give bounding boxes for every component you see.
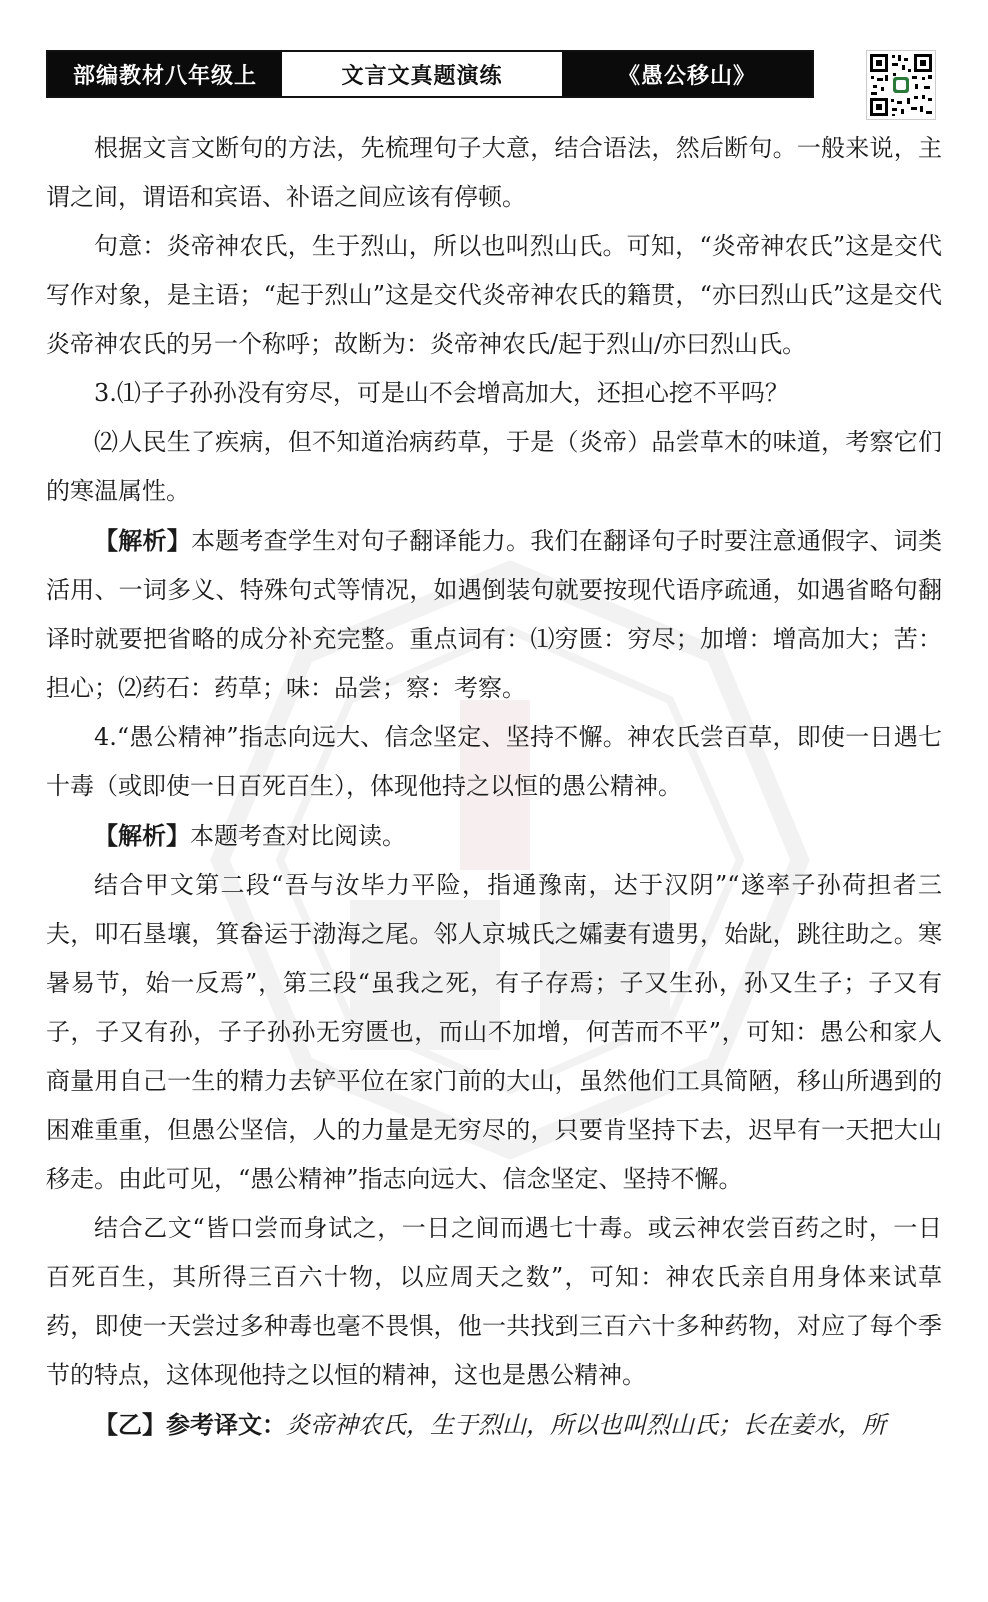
header-bar bbox=[46, 50, 814, 98]
paragraph: 4.“愚公精神”指志向远大、信念坚定、坚持不懈。神农氏尝百草，即使一日遇七十毒（或即使一日百死百生），体现他持之以恒的愚公精神。 bbox=[46, 723, 942, 800]
analysis-tag: 【解析】 bbox=[94, 821, 190, 850]
paragraph: 结合乙文“皆口尝而身试之，一日之间而遇七十毒。或云神农尝百药之时，一日百死百生，其所得三百六十物，以应周天之数”，可知：神农氏亲自用身体来试草药，即使一天尝过多种毒也毫不畏惧，他一共找到三百六十多种药物，对应了每个季节的特点，这体现他持之以恒的精神，这也是愚公精神。 bbox=[46, 1214, 942, 1389]
paragraph: ⑵人民生了疾病，但不知道治病药草，于是（炎帝）品尝草木的味道，考察它们的寒温属性。 bbox=[46, 428, 942, 505]
header-lesson: 《愚公移山》 bbox=[562, 52, 812, 96]
paragraph: 根据文言文断句的方法，先梳理句子大意，结合语法，然后断句。一般来说，主谓之间，谓语和宾语、补语之间应该有停顿。 bbox=[46, 134, 942, 211]
answer-content bbox=[46, 124, 942, 1450]
paragraph: 3.⑴子子孙孙没有穷尽，可是山不会增高加大，还担心挖不平吗？ bbox=[94, 379, 789, 407]
paragraph bbox=[46, 1400, 942, 1450]
paragraph-text: 炎帝神农氏，生于烈山，所以也叫烈山氏；长在姜水，所 bbox=[286, 1411, 886, 1439]
paragraph: 句意：炎帝神农氏，生于烈山，所以也叫烈山氏。可知，“炎帝神农氏”这是交代写作对象，是主语；“起于烈山”这是交代炎帝神农氏的籍贯，“亦曰烈山氏”这是交代炎帝神农氏的另一个称呼；故断为：炎帝神农氏/起于烈山/亦曰烈山氏。 bbox=[46, 232, 942, 358]
analysis-tag: 【解析】 bbox=[94, 526, 191, 555]
paragraph-text: 本题考查学生对句子翻译能力。我们在翻译句子时要注意通假字、词类活用、一词多义、特殊句式等情况，如遇倒装句就要按现代语序疏通，如遇省略句翻译时就要把省略的成分补充完整。重点词有：⑴穷匮：穷尽；加增：增高加大；苦：担心；⑵药石：药草；味：品尝；察：考察。 bbox=[46, 527, 943, 702]
header-grade: 部编教材八年级上 bbox=[48, 52, 282, 96]
qr-code-icon[interactable] bbox=[866, 50, 936, 120]
paragraph bbox=[46, 516, 942, 713]
paragraph-text: 本题考查对比阅读。 bbox=[190, 822, 406, 850]
paragraph: 结合甲文第二段“吾与汝毕力平险，指通豫南，达于汉阴”“遂率子孙荷担者三夫，叩石垦壤，箕畚运于渤海之尾。邻人京城氏之孀妻有遗男，始龀，跳往助之。寒暑易节，始一反焉”，第三段“虽我之死，有子存焉；子又生孙，孙又生子；子又有子，子又有孙，子子孙孙无穷匮也，而山不加增，何苦而不平”，可知：愚公和家人商量用自己一生的精力去铲平位在家门前的大山，虽然他们工具简陋，移山所遇到的困难重重，但愚公坚信，人的力量是无穷尽的，只要肯坚持下去，迟早有一天把大山移走。由此可见，“愚公精神”指志向远大、信念坚定、坚持不懈。 bbox=[46, 871, 942, 1193]
header-title: 文言文真题演练 bbox=[282, 52, 562, 96]
paragraph bbox=[46, 811, 942, 861]
translation-tag: 【乙】参考译文： bbox=[94, 1410, 286, 1439]
